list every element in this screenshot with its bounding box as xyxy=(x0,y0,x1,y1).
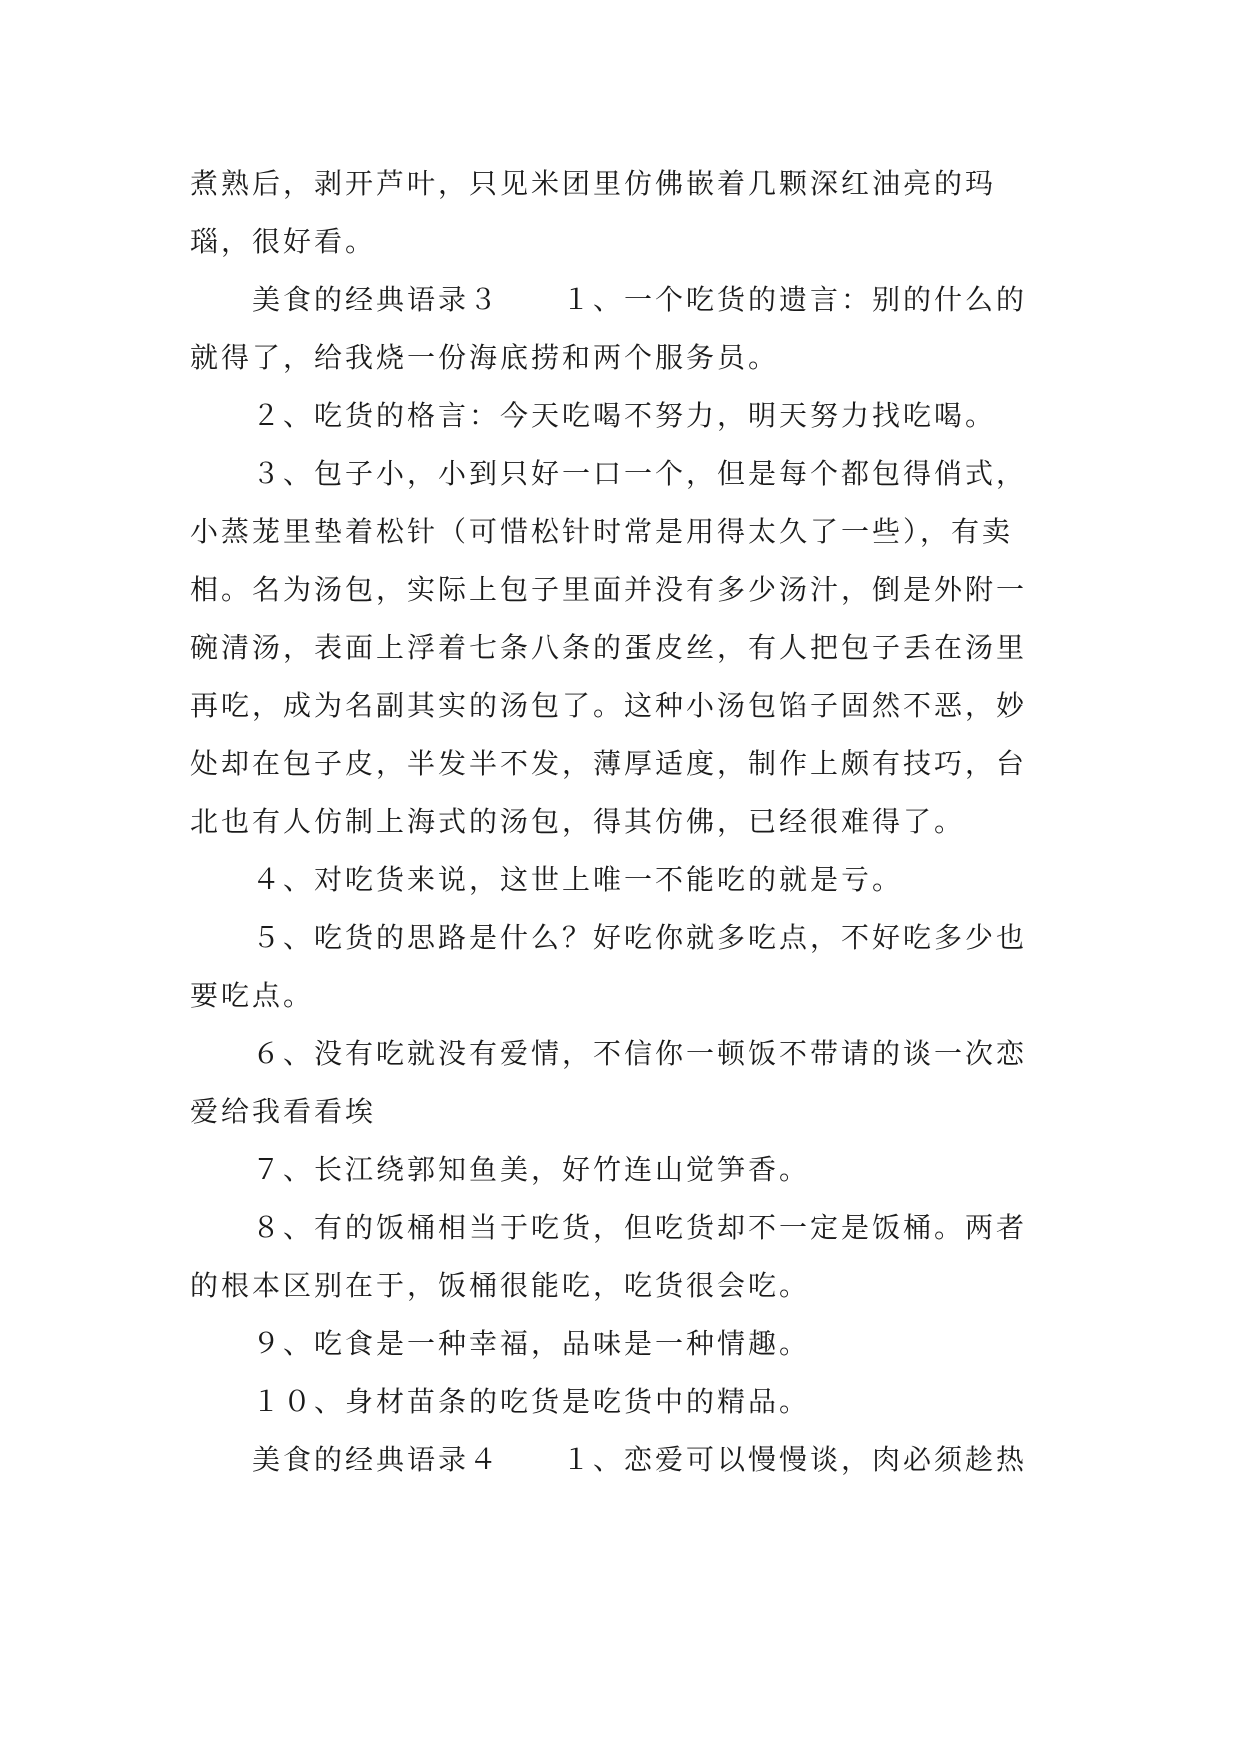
paragraph-3: ２、吃货的格言：今天吃喝不努力，明天努力找吃喝。 xyxy=(252,399,997,432)
paragraph-8: ７、长江绕郭知鱼美，好竹连山觉笋香。 xyxy=(252,1153,811,1186)
paragraph-9: ８、有的饭桶相当于吃货，但吃货却不一定是饭桶。两者的根本区别在于，饭桶很能吃，吃货很会吃。 xyxy=(190,1211,1028,1302)
paragraph-10: ９、吃食是一种幸福，品味是一种情趣。 xyxy=(252,1327,811,1360)
paragraph-7: ６、没有吃就没有爱情，不信你一顿饭不带请的谈一次恋爱给我看看埃 xyxy=(190,1037,1028,1128)
paragraph-1: 煮熟后，剥开芦叶，只见米团里仿佛嵌着几颗深红油亮的玛瑙，很好看。 xyxy=(190,167,997,258)
document-body xyxy=(190,155,1050,1489)
paragraph-5: ４、对吃货来说，这世上唯一不能吃的就是亏。 xyxy=(252,863,904,896)
paragraph-4: ３、包子小，小到只好一口一个，但是每个都包得俏式，小蒸茏里垫着松针（可惜松针时常是用得太久了一些），有卖相。名为汤包，实际上包子里面并没有多少汤汁，倒是外附一碗清汤，表面上浮着七条八条的蛋皮丝，有人把包子丢在汤里再吃，成为名副其实的汤包了。这种小汤包馅子固然不恶，妙处却在包子皮，半发半不发，薄厚适度，制作上颇有技巧，台北也有人仿制上海式的汤包，得其仿佛，已经很难得了。 xyxy=(190,457,1028,838)
paragraph-11: １０、身材苗条的吃货是吃货中的精品。 xyxy=(252,1385,811,1418)
paragraph-12: 美食的经典语录４ １、恋爱可以慢慢谈，肉必须趁热 xyxy=(252,1443,1028,1476)
paragraph-6: ５、吃货的思路是什么？好吃你就多吃点，不好吃多少也要吃点。 xyxy=(190,921,1028,1012)
paragraph-2: 美食的经典语录３ １、一个吃货的遗言：别的什么的就得了，给我烧一份海底捞和两个服务员。 xyxy=(190,283,1028,374)
